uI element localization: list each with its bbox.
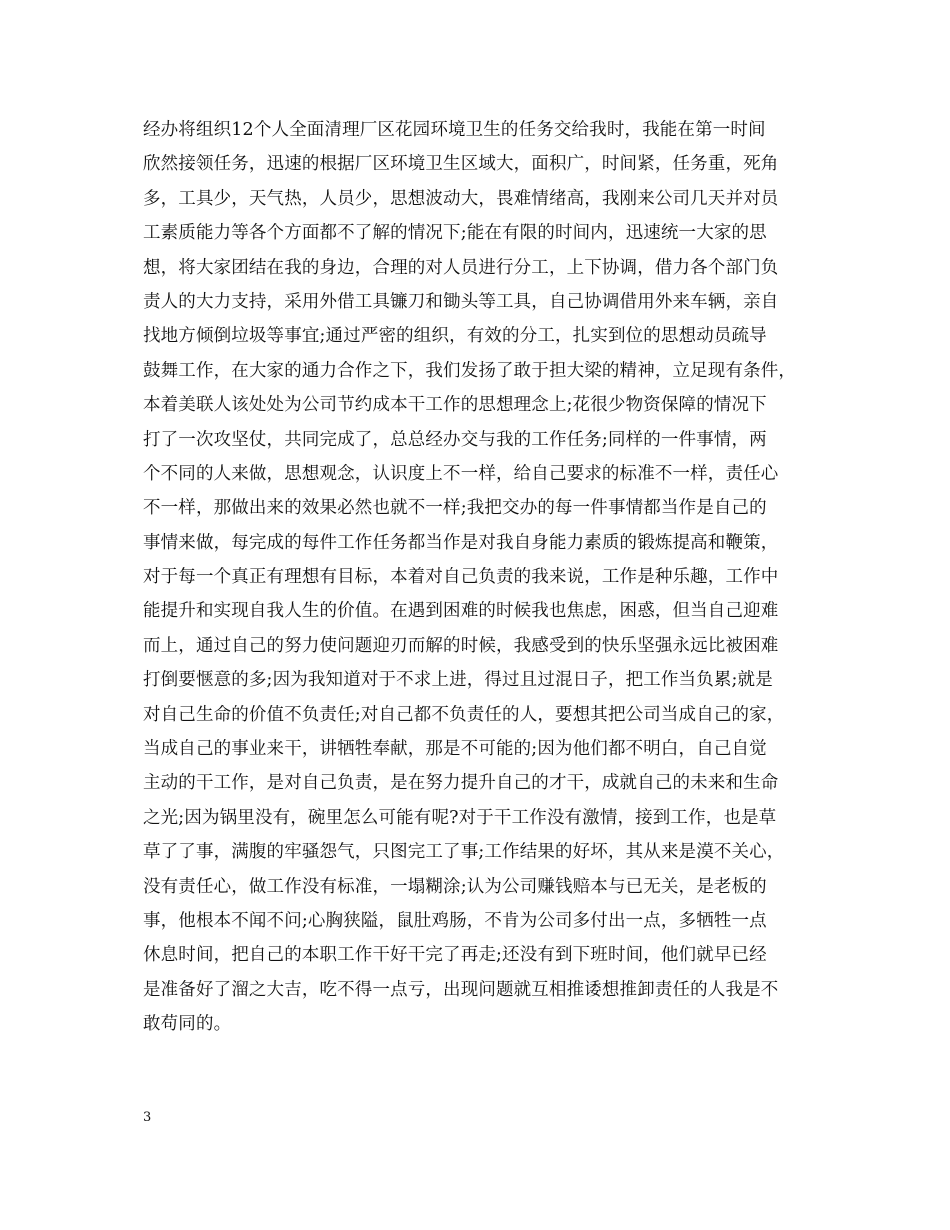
text-line: 没有责任心，做工作没有标准，一塌糊涂;认为公司赚钱赔本与已无关，是老板的	[143, 876, 767, 897]
text-line: 主动的干工作，是对自己负责，是在努力提升自己的才干，成就自己的未来和生命	[143, 773, 779, 794]
text-line: 欣然接领任务，迅速的根据厂区环境卫生区域大，面积广，时间紧，任务重，死角	[143, 154, 779, 175]
text-line: 对于每一个真正有理想有目标，本着对自己负责的我来说，工作是种乐趣，工作中	[143, 567, 779, 588]
text-line: 找地方倾倒垃圾等事宜;通过严密的组织，有效的分工，扎实到位的思想动员疏导	[143, 326, 767, 347]
text-line: 事情来做，每完成的每件工作任务都当作是对我自身能力素质的锻炼提高和鞭策，	[143, 532, 779, 553]
text-line: 敢苟同的。	[143, 1014, 232, 1035]
text-line: 个不同的人来做，思想观念，认识度上不一样，给自己要求的标准不一样，责任心	[143, 463, 779, 484]
text-line: 经办将组织12个人全面清理厂区花园环境卫生的任务交给我时，我能在第一时间	[143, 120, 766, 140]
text-line: 草了了事，满腹的牢骚怨气，只图完工了事;工作结果的好坏，其从来是漠不关心，	[143, 842, 785, 863]
text-line: 打倒要惬意的多;因为我知道对于不求上进，得过且过混日子，把工作当负累;就是	[143, 670, 773, 691]
text-line: 鼓舞工作，在大家的通力合作之下，我们发扬了敢于担大梁的精神，立足现有条件，	[143, 360, 797, 381]
text-line: 对自己生命的价值不负责任;对自己都不负责任的人，要想其把公司当成自己的家，	[143, 704, 785, 725]
text-line: 能提升和实现自我人生的价值。在遇到困难的时候我也焦虑，困惑，但当自己迎难	[143, 601, 779, 622]
text-line: 工素质能力等各个方面都不了解的情况下;能在有限的时间内，迅速统一大家的思	[143, 223, 767, 244]
body-paragraph	[143, 113, 823, 1042]
text-line: 打了一次攻坚仗，共同完成了，总总经办交与我的工作任务;同样的一件事情，两	[143, 429, 767, 450]
text-line: 是准备好了溜之大吉，吃不得一点亏，出现问题就互相推诿想推卸责任的人我是不	[143, 979, 779, 1000]
text-line: 而上，通过自己的努力使问题迎刃而解的时候，我感受到的快乐坚强永远比被困难	[143, 635, 779, 656]
text-line: 之光;因为锅里没有，碗里怎么可能有呢?对于干工作没有激情，接到工作，也是草	[143, 807, 777, 828]
text-line: 休息时间，把自己的本职工作干好干完了再走;还没有到下班时间，他们就早已经	[143, 945, 767, 966]
text-line: 多，工具少，天气热，人员少，思想波动大，畏难情绪高，我刚来公司几天并对员	[143, 188, 779, 209]
text-line: 当成自己的事业来干，讲牺牲奉献，那是不可能的;因为他们都不明白，自己自觉	[143, 739, 767, 760]
text-line: 本着美联人该处处为公司节约成本干工作的思想理念上;花很少物资保障的情况下	[143, 395, 767, 416]
text-line: 事，他根本不闻不问;心胸狭隘，鼠肚鸡肠，不肯为公司多付出一点，多牺牲一点	[143, 910, 767, 931]
text-line: 不一样，那做出来的效果必然也就不一样;我把交办的每一件事情都当作是自己的	[143, 498, 767, 519]
text-line: 责人的大力支持，采用外借工具镰刀和锄头等工具，自己协调借用外来车辆，亲自	[143, 291, 779, 312]
page-number: 3	[143, 1110, 152, 1125]
text-line: 想，将大家团结在我的身边，合理的对人员进行分工，上下协调，借力各个部门负	[143, 257, 779, 278]
